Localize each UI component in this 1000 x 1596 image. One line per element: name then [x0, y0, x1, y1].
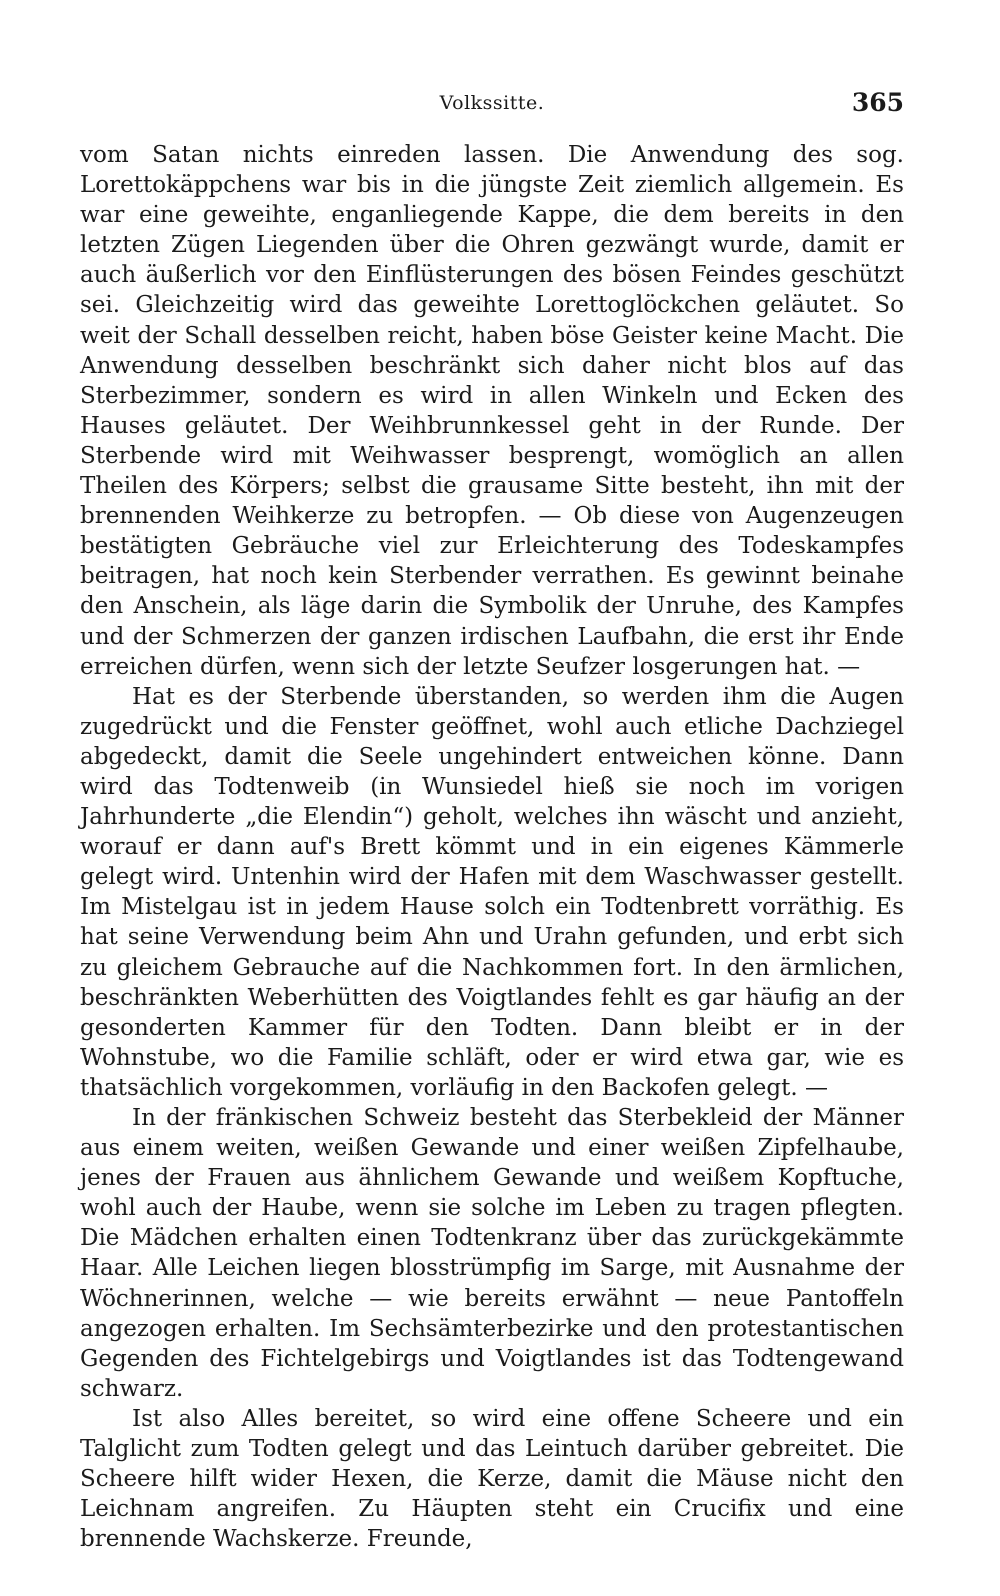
paragraph-3: In der fränkischen Schweiz besteht das Sterbekleid der Männer aus einem weiten, weißen Gewande und einer weißen Zipfelhaube, jenes der Frauen aus ähnlichem Gewande und weißem Kopftuche, wohl auch der Haube, wenn sie solche im Leben zu tragen pflegten. Die Mädchen erhalten einen Todtenkranz über das zurückgekämmte Haar. Alle Leichen liegen blosstrümpfig im Sarge, mit Ausnahme der Wöchnerinnen, welche — wie bereits erwähnt — neue Pantoffeln angezogen erhalten. Im Sechsämterbezirke und den protestantischen Gegenden des Fichtelgebirgs und Voigtlandes ist das Todtengewand schwarz.	[80, 1105, 904, 1402]
page-number: 365	[851, 88, 904, 117]
page-header	[80, 88, 904, 132]
body-text	[80, 140, 904, 1554]
paragraph-2: Hat es der Sterbende überstanden, so werden ihm die Augen zugedrückt und die Fenster geöffnet, wohl auch etliche Dachziegel abgedeckt, damit die Seele ungehindert entweichen könne. Dann wird das Todtenweib (in Wunsiedel hieß sie noch im vorigen Jahrhunderte „die Elendin“) geholt, welches ihn wäscht und anzieht, worauf er dann auf's Brett kömmt und in ein eigenes Kämmerle gelegt wird. Untenhin wird der Hafen mit dem Waschwasser gestellt. Im Mistelgau ist in jedem Hause solch ein Todtenbrett vorräthig. Es hat seine Verwendung beim Ahn und Urahn gefunden, und erbt sich zu gleichem Gebrauche auf die Nachkommen fort. In den ärmlichen, beschränkten Weberhütten des Voigtlandes fehlt es gar häufig an der gesonderten Kammer für den Todten. Dann bleibt er in der Wohnstube, wo die Familie schläft, oder er wird etwa gar, wie es thatsächlich vorgekommen, vorläufig in den Backofen gelegt. —	[80, 683, 904, 1101]
running-head: Volkssitte.	[439, 92, 545, 114]
paragraph-1: vom Satan nichts einreden lassen. Die Anwendung des sog. Lorettokäppchens war bis in die jüngste Zeit ziemlich allgemein. Es war eine geweihte, enganliegende Kappe, die dem bereits in den letzten Zügen Liegenden über die Ohren gezwängt wurde, damit er auch äußerlich vor den Einflüsterungen des bösen Feindes geschützt sei. Gleichzeitig wird das geweihte Lorettoglöckchen geläutet. So weit der Schall desselben reicht, haben böse Geister keine Macht. Die Anwendung desselben beschränkt sich daher nicht blos auf das Sterbezimmer, sondern es wird in allen Winkeln und Ecken des Hauses geläutet. Der Weihbrunnkessel geht in der Runde. Der Sterbende wird mit Weihwasser besprengt, womöglich an allen Theilen des Körpers; selbst die grausame Sitte besteht, ihn mit der brennenden Weihkerze zu betropfen. — Ob diese von Augenzeugen bestätigten Gebräuche viel zur Erleichterung des Todeskampfes beitragen, hat noch kein Sterbender verrathen. Es gewinnt beinahe den Anschein, als läge darin die Symbolik der Unruhe, des Kampfes und der Schmerzen der ganzen irdischen Laufbahn, die erst ihr Ende erreichen dürfen, wenn sich der letzte Seufzer losgerungen hat. —	[80, 142, 904, 680]
paragraph-4: Ist also Alles bereitet, so wird eine offene Scheere und ein Talglicht zum Todten gelegt und das Leintuch darüber gebreitet. Die Scheere hilft wider Hexen, die Kerze, damit die Mäuse nicht den Leichnam angreifen. Zu Häupten steht ein Crucifix und eine brennende Wachskerze. Freunde,	[80, 1405, 904, 1553]
